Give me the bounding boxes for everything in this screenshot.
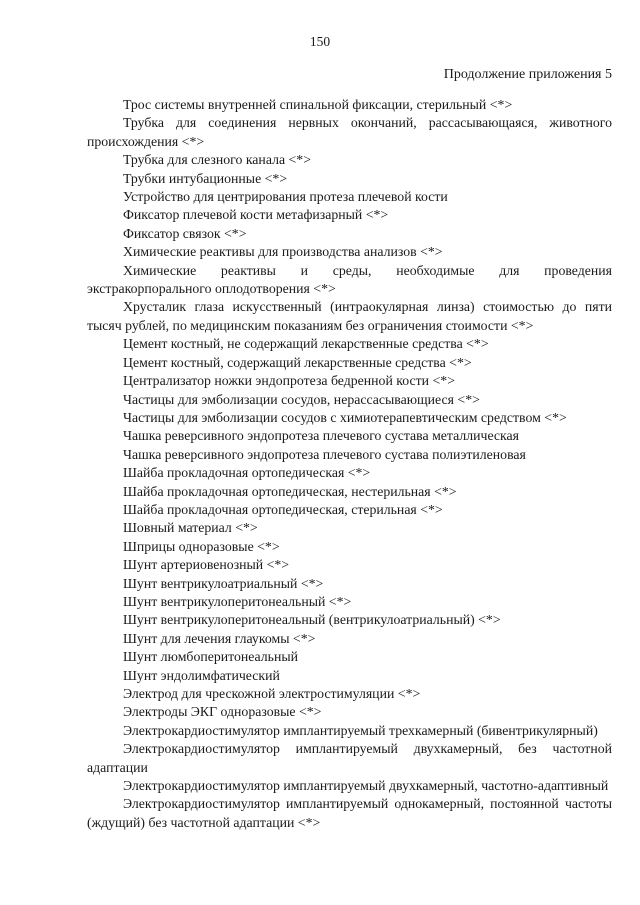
list-item: Шунт вентрикулоатриальный <*> <box>123 575 324 591</box>
list-item: Централизатор ножки эндопротеза бедренной кости <*> <box>123 373 455 389</box>
list-item: Трос системы внутренней спинальной фиксации, стерильный <*> <box>123 97 513 112</box>
list-item-line: адаптации <box>87 759 148 775</box>
list-item <box>87 262 612 299</box>
list-item: Химические реактивы для производства анализов <*> <box>123 244 443 260</box>
list-item: Электроды ЭКГ одноразовые <*> <box>123 704 322 720</box>
list-item: Шунт вентрикулоперитонеальный <*> <box>123 593 352 609</box>
list-item: Шунт эндолимфатический <box>123 667 280 683</box>
list-item: Шприцы одноразовые <*> <box>123 538 280 554</box>
list-item: Фиксатор связок <*> <box>123 225 247 241</box>
list-item: Шайба прокладочная ортопедическая, нестерильная <*> <box>123 483 457 499</box>
list-item-line: Электрокардиостимулятор имплантируемый двухкамерный, <box>123 778 478 794</box>
list-item-line: до пяти тысяч рублей, по медицинским показаниям без ограничения <box>87 299 612 333</box>
list-item: Трубки интубационные <*> <box>123 170 288 186</box>
list-item: Шайба прокладочная ортопедическая <*> <box>123 465 371 481</box>
list-item: Фиксатор плечевой кости метафизарный <*> <box>123 207 389 223</box>
list-item: Чашка реверсивного эндопротеза плечевого сустава полиэтиленовая <box>123 446 526 462</box>
list-item: Шунт артериовенозный <*> <box>123 557 290 573</box>
list-item-line: частотно-адаптивный <box>481 778 609 794</box>
list-item-line: Электрокардиостимулятор имплантируемый трехкамерный <box>123 722 474 738</box>
list-item-line: частоты (ждущий) без частотной адаптации <*> <box>87 796 612 830</box>
page-number: 150 <box>309 34 331 49</box>
list-item: Электрод для чрескожной электростимуляции <*> <box>123 686 421 701</box>
item-list <box>87 96 612 832</box>
list-item: Цемент костный, содержащий лекарственные средства <*> <box>123 354 472 370</box>
list-item-line: Трубка для соединения нервных окончаний, рассасывающаяся, животного <box>123 115 612 131</box>
list-item: Шовный материал <*> <box>123 520 258 536</box>
list-item: Шунт для лечения глаукомы <*> <box>123 630 316 646</box>
list-item-line: Электрокардиостимулятор имплантируемый однокамерный, постоянной <box>123 796 559 812</box>
list-item: Шунт люмбоперитонеальный <box>123 649 299 665</box>
list-item: Чашка реверсивного эндопротеза плечевого сустава металлическая <box>123 428 520 444</box>
list-item-line: Химические реактивы и среды, необходимые для проведения <box>123 262 612 278</box>
list-item <box>87 795 612 832</box>
list-item <box>87 114 612 151</box>
list-item <box>87 740 612 777</box>
list-item-line: Электрокардиостимулятор имплантируемый двухкамерный, без частотной <box>123 741 612 757</box>
list-item-line: экстракорпорального оплодотворения <*> <box>87 281 336 297</box>
list-item <box>87 298 612 335</box>
list-item: Шунт вентрикулоперитонеальный (вентрикулоатриальный) <*> <box>123 612 501 628</box>
list-item-line: происхождения <*> <box>87 133 205 149</box>
list-item: Устройство для центрирования протеза плечевой кости <box>123 189 448 205</box>
list-item: Трубка для слезного канала <*> <box>123 152 311 168</box>
list-item: Частицы для эмболизации сосудов с химиотерапевтическим средством <*> <box>123 409 567 425</box>
appendix-continuation-note: Продолжение приложения 5 <box>443 67 612 82</box>
list-item: Цемент костный, не содержащий лекарственные средства <*> <box>123 336 489 352</box>
list-item-line: стоимости <*> <box>445 317 534 333</box>
list-item: Частицы для эмболизации сосудов, нерассасывающиеся <*> <box>123 391 480 407</box>
list-item-line: Хрусталик глаза искусственный (интраокулярная линза) стоимостью <box>123 299 555 315</box>
list-item <box>87 722 612 740</box>
list-item: Шайба прокладочная ортопедическая, стерильная <*> <box>123 501 443 517</box>
list-item <box>87 777 612 795</box>
list-item-line: (бивентрикулярный) <box>476 722 598 738</box>
